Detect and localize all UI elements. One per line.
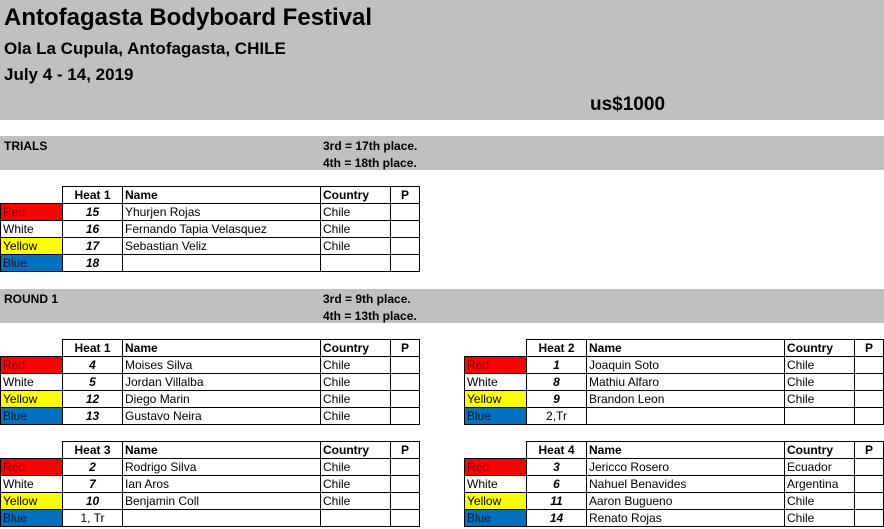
heat-header-row [1,187,420,204]
jersey-color-cell: Red [465,459,527,476]
surfer-name-cell: Moises Silva [123,357,321,374]
heat-row [1,374,420,391]
seed-number-cell: 10 [63,493,123,510]
event-prize: us$1000 [590,94,666,115]
heat-row [1,510,420,527]
trials-placing-2: 4th = 18th place. [323,156,417,170]
heat-label: Heat 1 [63,187,123,204]
round1-label: ROUND 1 [4,292,59,306]
country-cell: Chile [785,357,855,374]
seed-number-cell: 1 [527,357,587,374]
seed-number-cell: 3 [527,459,587,476]
trials-band [0,136,884,170]
country-column-header: Country [785,340,855,357]
country-cell: Chile [321,221,391,238]
heat-row [1,476,420,493]
seed-number-cell: 14 [527,510,587,527]
points-cell [391,221,420,238]
surfer-name-cell: Fernando Tapia Velasquez [123,221,321,238]
points-cell [855,476,884,493]
country-column-header: Country [321,442,391,459]
points-cell [391,204,420,221]
heat-row [465,493,884,510]
jersey-color-cell: Yellow [465,391,527,408]
trials-placing-1: 3rd = 17th place. [323,139,418,153]
jersey-color-cell: Blue [1,510,63,527]
seed-number-cell: 17 [63,238,123,255]
surfer-name-cell: Jordan Villalba [123,374,321,391]
heat-row [465,374,884,391]
points-column-header: P [855,442,884,459]
surfer-name-cell: Diego Marin [123,391,321,408]
seed-number-cell: 6 [527,476,587,493]
points-column-header: P [391,340,420,357]
jersey-color-cell: Red [1,459,63,476]
surfer-name-cell: Rodrigo Silva [123,459,321,476]
country-cell: Chile [321,357,391,374]
seed-number-cell: 11 [527,493,587,510]
jersey-color-cell: Yellow [465,493,527,510]
seed-number-cell: 8 [527,374,587,391]
heat-row [1,204,420,221]
heat-row [1,493,420,510]
surfer-name-cell: Brandon Leon [587,391,785,408]
seed-number-cell: 12 [63,391,123,408]
event-dates: July 4 - 14, 2019 [4,65,134,84]
heat-header-blank [465,442,527,459]
heat-row [1,408,420,425]
points-cell [855,408,884,425]
points-cell [391,510,420,527]
surfer-name-cell: Yhurjen Rojas [123,204,321,221]
heat-table [464,441,884,527]
seed-number-cell: 15 [63,204,123,221]
event-header [0,0,884,120]
country-cell [321,510,391,527]
country-cell [321,255,391,272]
heat-row [465,391,884,408]
points-cell [391,476,420,493]
jersey-color-cell: Blue [465,510,527,527]
country-cell: Chile [785,493,855,510]
surfer-name-cell: Nahuel Benavides [587,476,785,493]
heat-label: Heat 2 [527,340,587,357]
seed-number-cell: 5 [63,374,123,391]
heat-row [1,221,420,238]
round1-placing-1: 3rd = 9th place. [323,292,411,306]
points-cell [855,459,884,476]
jersey-color-cell: Red [465,357,527,374]
points-cell [391,357,420,374]
heat-label: Heat 1 [63,340,123,357]
country-cell: Chile [321,459,391,476]
surfer-name-cell: Mathiu Alfaro [587,374,785,391]
jersey-color-cell: Blue [465,408,527,425]
jersey-color-cell: Yellow [1,391,63,408]
points-cell [391,493,420,510]
event-title: Antofagasta Bodyboard Festival [4,4,373,31]
name-column-header: Name [123,187,321,204]
heat-row [1,238,420,255]
country-cell: Chile [785,510,855,527]
country-cell: Ecuador [785,459,855,476]
jersey-color-cell: Red [1,204,63,221]
jersey-color-cell: White [1,374,63,391]
heat-table [0,441,420,527]
jersey-color-cell: Yellow [1,238,63,255]
surfer-name-cell [123,255,321,272]
points-cell [391,238,420,255]
name-column-header: Name [587,442,785,459]
surfer-name-cell: Jericco Rosero [587,459,785,476]
heat-label: Heat 3 [63,442,123,459]
heat-table [464,339,884,425]
heat-header-row [465,340,884,357]
jersey-color-cell: White [1,476,63,493]
points-column-header: P [855,340,884,357]
round1-placing-2: 4th = 13th place. [323,309,417,323]
heat-row [1,459,420,476]
trials-label: TRIALS [4,139,48,153]
jersey-color-cell: Red [1,357,63,374]
points-cell [855,493,884,510]
country-cell: Chile [321,374,391,391]
heat-row [465,357,884,374]
seed-number-cell: 13 [63,408,123,425]
name-column-header: Name [123,340,321,357]
points-cell [391,255,420,272]
points-cell [855,357,884,374]
points-cell [391,408,420,425]
country-cell: Chile [321,238,391,255]
points-cell [391,459,420,476]
surfer-name-cell: Sebastian Veliz [123,238,321,255]
country-column-header: Country [321,340,391,357]
points-cell [391,391,420,408]
heat-header-row [465,442,884,459]
event-location: Ola La Cupula, Antofagasta, CHILE [4,39,286,58]
round1-band [0,289,884,323]
heat-header-row [1,340,420,357]
surfer-name-cell: Joaquin Soto [587,357,785,374]
jersey-color-cell: White [465,374,527,391]
country-cell: Chile [321,408,391,425]
country-cell: Chile [321,204,391,221]
seed-number-cell: 4 [63,357,123,374]
country-column-header: Country [785,442,855,459]
seed-number-cell: 18 [63,255,123,272]
points-column-header: P [391,187,420,204]
jersey-color-cell: Yellow [1,493,63,510]
country-cell: Argentina [785,476,855,493]
points-column-header: P [391,442,420,459]
surfer-name-cell [587,408,785,425]
heat-row [465,510,884,527]
jersey-color-cell: White [465,476,527,493]
surfer-name-cell: Renato Rojas [587,510,785,527]
surfer-name-cell: Ian Aros [123,476,321,493]
country-cell: Chile [321,493,391,510]
country-cell [785,408,855,425]
heat-row [1,357,420,374]
country-cell: Chile [321,391,391,408]
heat-header-blank [1,442,63,459]
heat-row [1,391,420,408]
heat-header-row [1,442,420,459]
heat-table [0,186,420,272]
country-column-header: Country [321,187,391,204]
country-cell: Chile [321,476,391,493]
seed-number-cell: 1, Tr [63,510,123,527]
jersey-color-cell: White [1,221,63,238]
seed-number-cell: 2,Tr [527,408,587,425]
country-cell: Chile [785,374,855,391]
points-cell [855,374,884,391]
jersey-color-cell: Blue [1,255,63,272]
heat-label: Heat 4 [527,442,587,459]
heat-header-blank [1,340,63,357]
seed-number-cell: 16 [63,221,123,238]
seed-number-cell: 7 [63,476,123,493]
surfer-name-cell: Benjamin Coll [123,493,321,510]
seed-number-cell: 9 [527,391,587,408]
heat-table [0,339,420,425]
name-column-header: Name [587,340,785,357]
points-cell [855,391,884,408]
surfer-name-cell: Aaron Bugueno [587,493,785,510]
heat-row [465,476,884,493]
heat-header-blank [465,340,527,357]
country-cell: Chile [785,391,855,408]
points-cell [391,374,420,391]
jersey-color-cell: Blue [1,408,63,425]
heat-header-blank [1,187,63,204]
points-cell [855,510,884,527]
surfer-name-cell: Gustavo Neira [123,408,321,425]
heat-row [1,255,420,272]
seed-number-cell: 2 [63,459,123,476]
surfer-name-cell [123,510,321,527]
heat-row [465,459,884,476]
heat-row [465,408,884,425]
name-column-header: Name [123,442,321,459]
